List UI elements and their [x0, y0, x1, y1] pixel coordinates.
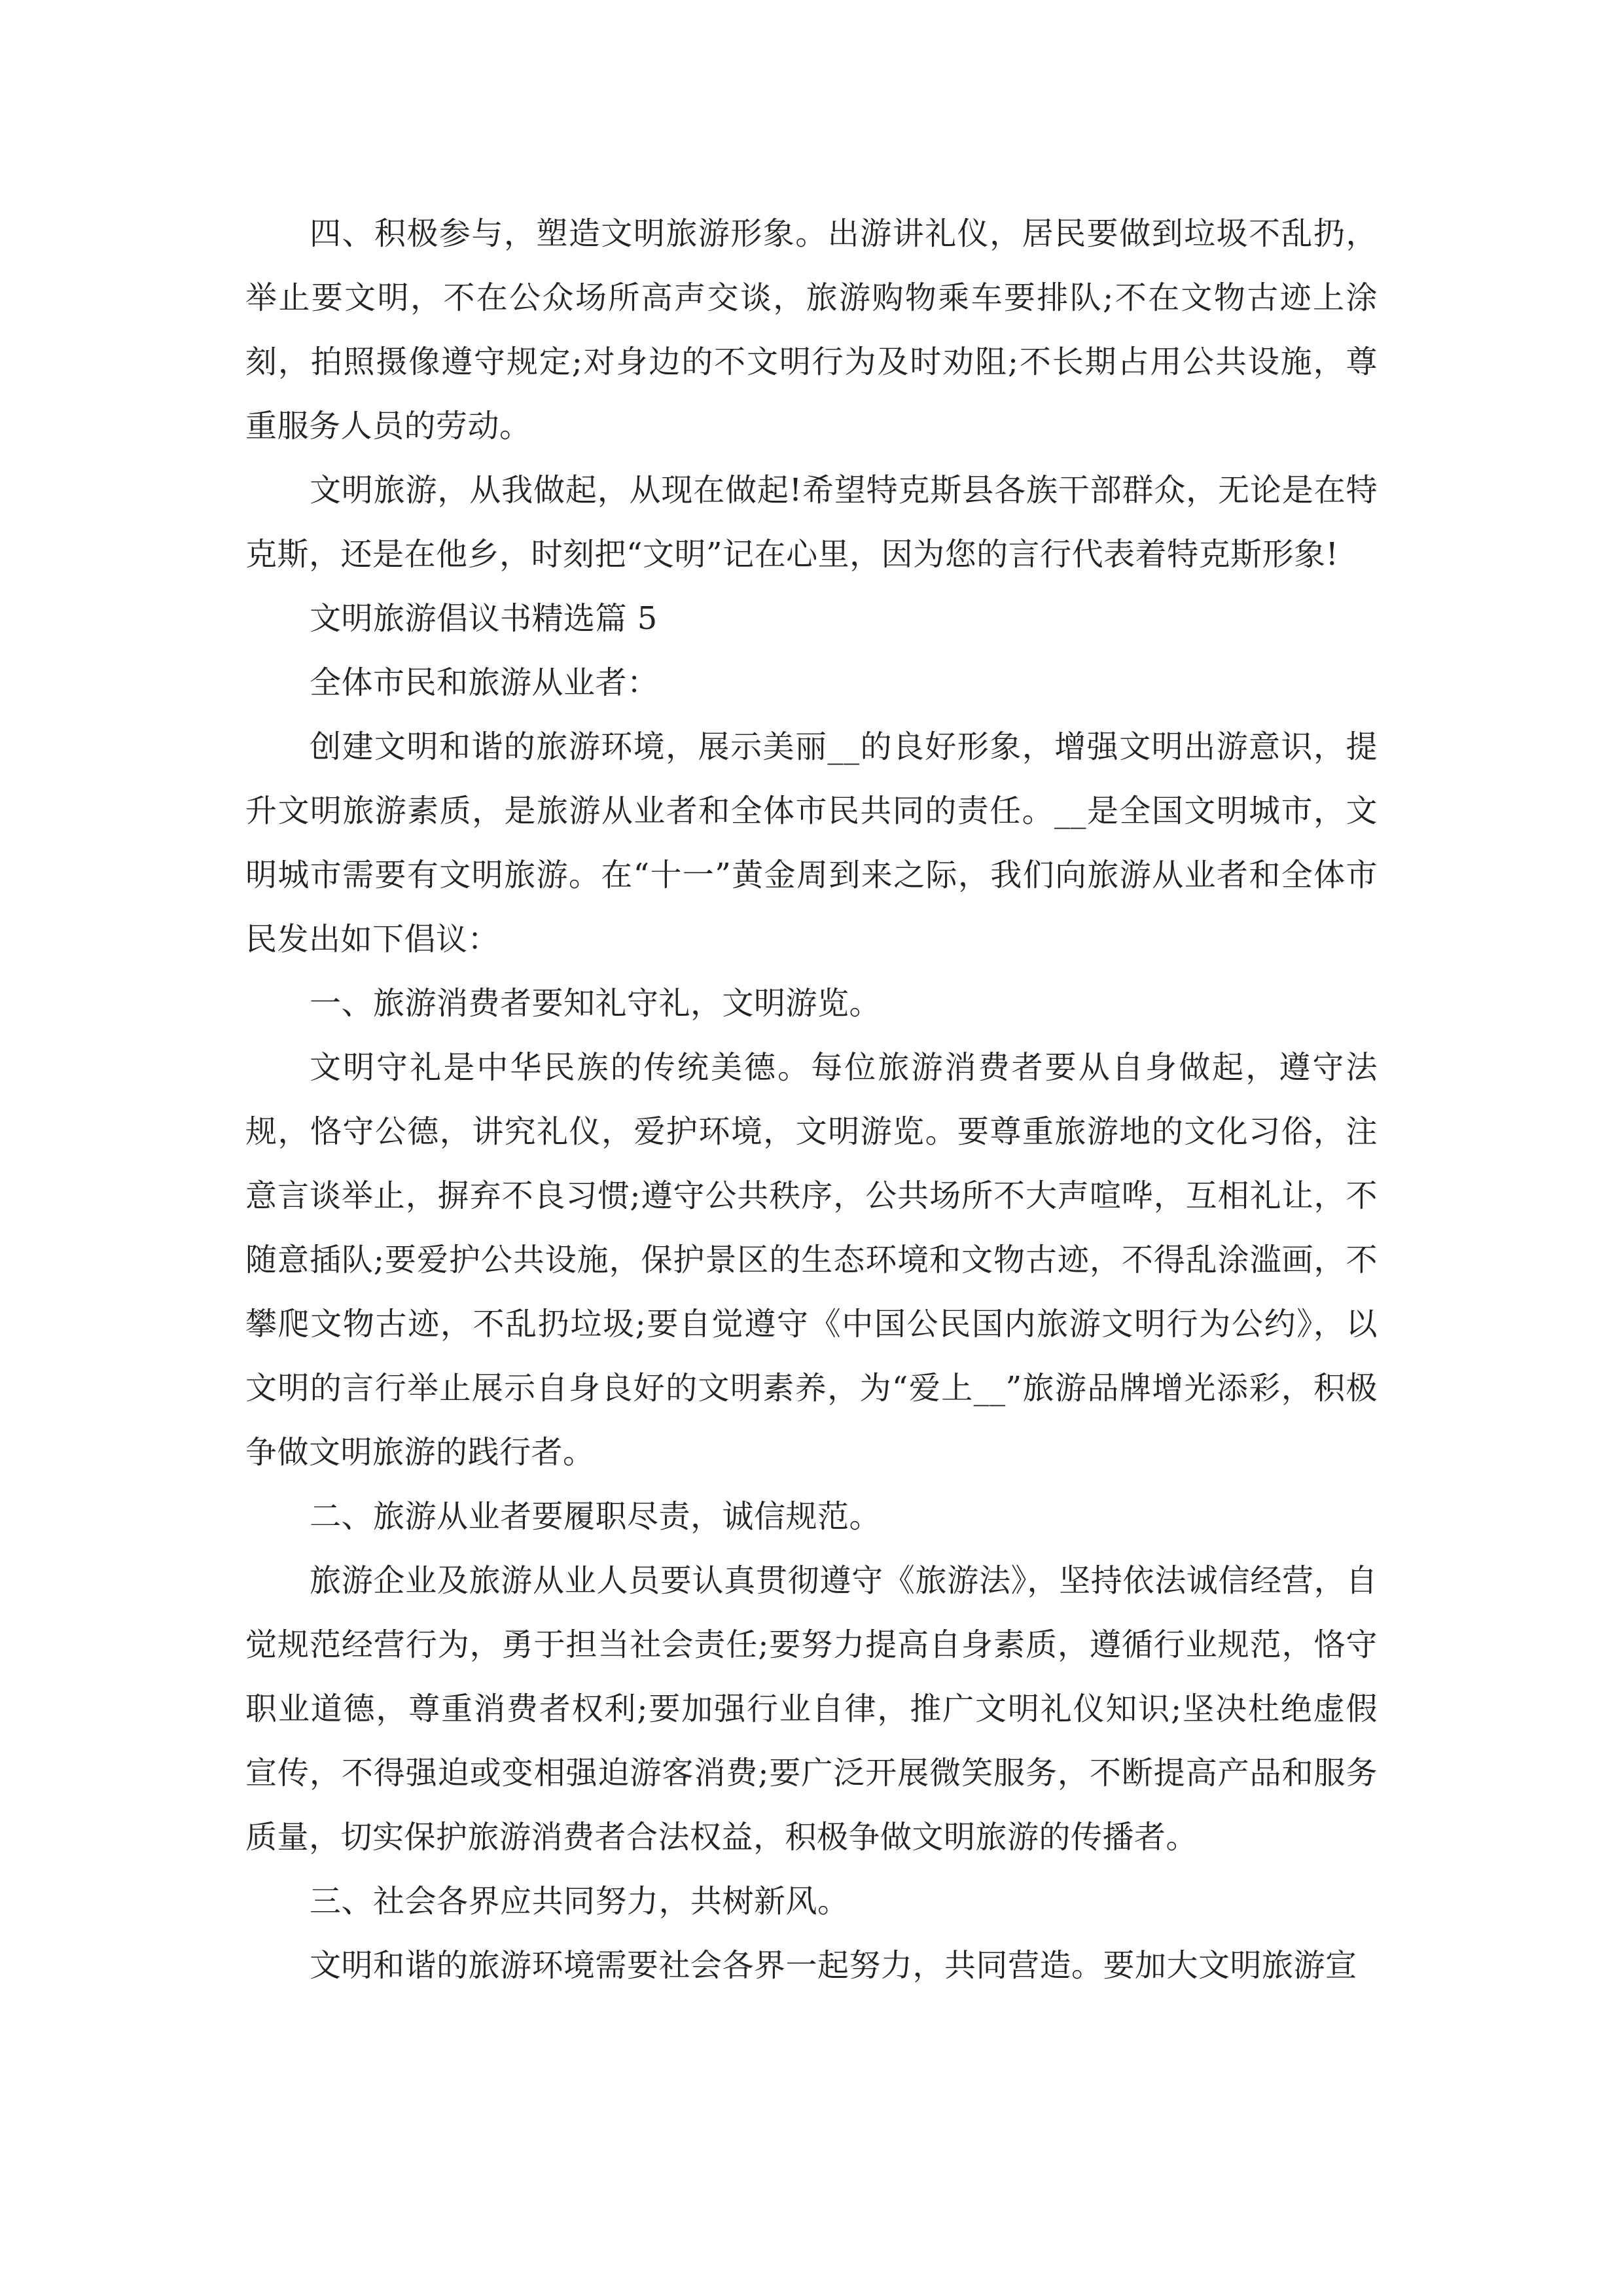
subheading-one: 一、旅游消费者要知礼守礼，文明游览。: [310, 985, 882, 1022]
paragraph-intro: 创建文明和谐的旅游环境，展示美丽__的良好形象，增强文明出游意识，提升文明旅游素质，是旅游从业者和全体市民共同的责任。__是全国文明城市，文明城市需要有文明旅游。在“十一”黄金周到来之际，我们向旅游从业者和全体市民发出如下倡议：: [245, 728, 1378, 958]
subheading-three: 三、社会各界应共同努力，共树新风。: [310, 1883, 849, 1920]
section-heading: 文明旅游倡议书精选篇 5: [310, 600, 658, 637]
paragraph-closing-appeal: 文明旅游，从我做起，从现在做起!希望特克斯县各族干部群众，无论是在特克斯，还是在他乡，时刻把“文明”记在心里，因为您的言行代表着特克斯形象!: [245, 472, 1378, 573]
document-body: [245, 202, 1378, 1998]
paragraph-section-four: 四、积极参与，塑造文明旅游形象。出游讲礼仪，居民要做到垃圾不乱扔，举止要文明，不在公众场所高声交谈，旅游购物乘车要排队;不在文物古迹上涂刻，拍照摄像遵守规定;对身边的不文明行为及时劝阻;不长期占用公共设施，尊重服务人员的劳动。: [245, 215, 1378, 444]
salutation: 全体市民和旅游从业者：: [310, 664, 659, 701]
paragraph-one: 文明守礼是中华民族的传统美德。每位旅游消费者要从自身做起，遵守法规，恪守公德，讲究礼仪，爱护环境，文明游览。要尊重旅游地的文化习俗，注意言谈举止，摒弃不良习惯;遵守公共秩序，公共场所不大声喧哗，互相礼让，不随意插队;要爱护公共设施，保护景区的生态环境和文物古迹，不得乱涂滥画，不攀爬文物古迹，不乱扔垃圾;要自觉遵守《中国公民国内旅游文明行为公约》，以文明的言行举止展示自身良好的文明素养，为“爱上__”旅游品牌增光添彩，积极争做文明旅游的践行者。: [245, 1049, 1378, 1471]
paragraph-two: 旅游企业及旅游从业人员要认真贯彻遵守《旅游法》，坚持依法诚信经营，自觉规范经营行为，勇于担当社会责任;要努力提高自身素质，遵循行业规范，恪守职业道德，尊重消费者权利;要加强行业自律，推广文明礼仪知识;坚决杜绝虚假宣传，不得强迫或变相强迫游客消费;要广泛开展微笑服务，不断提高产品和服务质量，切实保护旅游消费者合法权益，积极争做文明旅游的传播者。: [245, 1562, 1378, 1856]
subheading-two: 二、旅游从业者要履职尽责，诚信规范。: [310, 1498, 882, 1535]
paragraph-three: 文明和谐的旅游环境需要社会各界一起努力，共同营造。要加大文明旅游宣: [310, 1947, 1357, 1984]
